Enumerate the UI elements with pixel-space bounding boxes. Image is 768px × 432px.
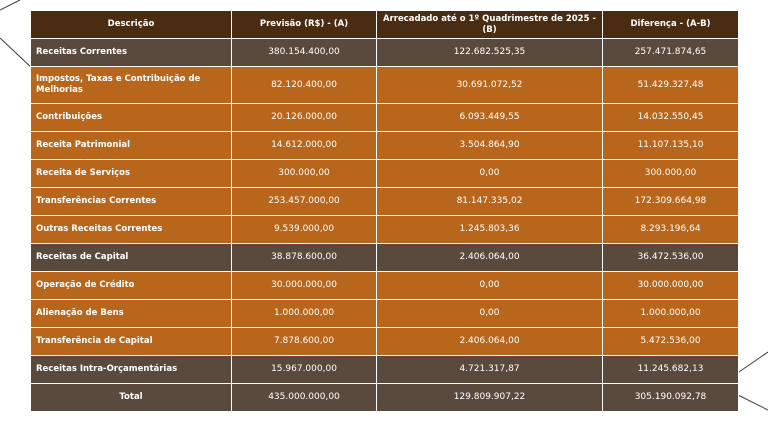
table-row — [31, 216, 739, 244]
row-previsao: 300.000,00 — [232, 160, 377, 188]
row-arrecadado: 2.406.064,00 — [377, 244, 603, 272]
row-arrecadado: 122.682.525,35 — [377, 39, 603, 67]
row-diferenca: 257.471.874,65 — [603, 39, 739, 67]
total-row — [31, 384, 739, 412]
row-arrecadado: 6.093.449,55 — [377, 104, 603, 132]
row-previsao: 14.612.000,00 — [232, 132, 377, 160]
table-row — [31, 272, 739, 300]
table-row — [31, 300, 739, 328]
row-previsao: 38.878.600,00 — [232, 244, 377, 272]
row-arrecadado: 1.245.803,36 — [377, 216, 603, 244]
table-row — [31, 356, 739, 384]
row-arrecadado: 0,00 — [377, 160, 603, 188]
total-arrecadado: 129.809.907,22 — [377, 384, 603, 412]
header-descricao: Descrição — [31, 11, 232, 39]
row-arrecadado: 30.691.072,52 — [377, 67, 603, 104]
total-label: Total — [31, 384, 232, 412]
table-header-row — [31, 11, 739, 39]
row-diferenca: 36.472.536,00 — [603, 244, 739, 272]
row-diferenca: 172.309.664,98 — [603, 188, 739, 216]
header-arrecadado: Arrecadado até o 1º Quadrimestre de 2025 - (B) — [377, 11, 603, 39]
row-description: Alienação de Bens — [31, 300, 232, 328]
table-row — [31, 188, 739, 216]
total-diferenca: 305.190.092,78 — [603, 384, 739, 412]
row-diferenca: 11.107.135,10 — [603, 132, 739, 160]
total-previsao: 435.000.000,00 — [232, 384, 377, 412]
header-previsao: Previsão (R$) - (A) — [232, 11, 377, 39]
row-description: Receitas de Capital — [31, 244, 232, 272]
row-description: Receita de Serviços — [31, 160, 232, 188]
row-description: Operação de Crédito — [31, 272, 232, 300]
row-diferenca: 30.000.000,00 — [603, 272, 739, 300]
table-row — [31, 132, 739, 160]
table-row — [31, 67, 739, 104]
table-row — [31, 328, 739, 356]
row-previsao: 15.967.000,00 — [232, 356, 377, 384]
row-arrecadado: 4.721.317,87 — [377, 356, 603, 384]
row-previsao: 1.000.000,00 — [232, 300, 377, 328]
row-description: Receita Patrimonial — [31, 132, 232, 160]
table-row — [31, 244, 739, 272]
row-diferenca: 11.245.682,13 — [603, 356, 739, 384]
row-diferenca: 1.000.000,00 — [603, 300, 739, 328]
revenue-table — [30, 10, 739, 412]
row-diferenca: 8.293.196,64 — [603, 216, 739, 244]
table-row — [31, 160, 739, 188]
row-arrecadado: 2.406.064,00 — [377, 328, 603, 356]
row-previsao: 7.878.600,00 — [232, 328, 377, 356]
header-diferenca: Diferença - (A-B) — [603, 11, 739, 39]
table-row — [31, 104, 739, 132]
row-arrecadado: 0,00 — [377, 272, 603, 300]
row-previsao: 380.154.400,00 — [232, 39, 377, 67]
table-row — [31, 39, 739, 67]
row-description: Contribuições — [31, 104, 232, 132]
row-description: Impostos, Taxas e Contribuição de Melhorias — [31, 67, 232, 104]
row-description: Transferência de Capital — [31, 328, 232, 356]
row-previsao: 82.120.400,00 — [232, 67, 377, 104]
row-previsao: 9.539.000,00 — [232, 216, 377, 244]
row-arrecadado: 81.147.335,02 — [377, 188, 603, 216]
row-previsao: 253.457.000,00 — [232, 188, 377, 216]
row-diferenca: 5.472.536,00 — [603, 328, 739, 356]
row-description: Outras Receitas Correntes — [31, 216, 232, 244]
row-previsao: 30.000.000,00 — [232, 272, 377, 300]
row-diferenca: 51.429.327,48 — [603, 67, 739, 104]
row-description: Receitas Intra-Orçamentárias — [31, 356, 232, 384]
row-arrecadado: 3.504.864,90 — [377, 132, 603, 160]
row-diferenca: 14.032.550,45 — [603, 104, 739, 132]
row-previsao: 20.126.000,00 — [232, 104, 377, 132]
row-diferenca: 300.000,00 — [603, 160, 739, 188]
row-description: Transferências Correntes — [31, 188, 232, 216]
row-description: Receitas Correntes — [31, 39, 232, 67]
row-arrecadado: 0,00 — [377, 300, 603, 328]
